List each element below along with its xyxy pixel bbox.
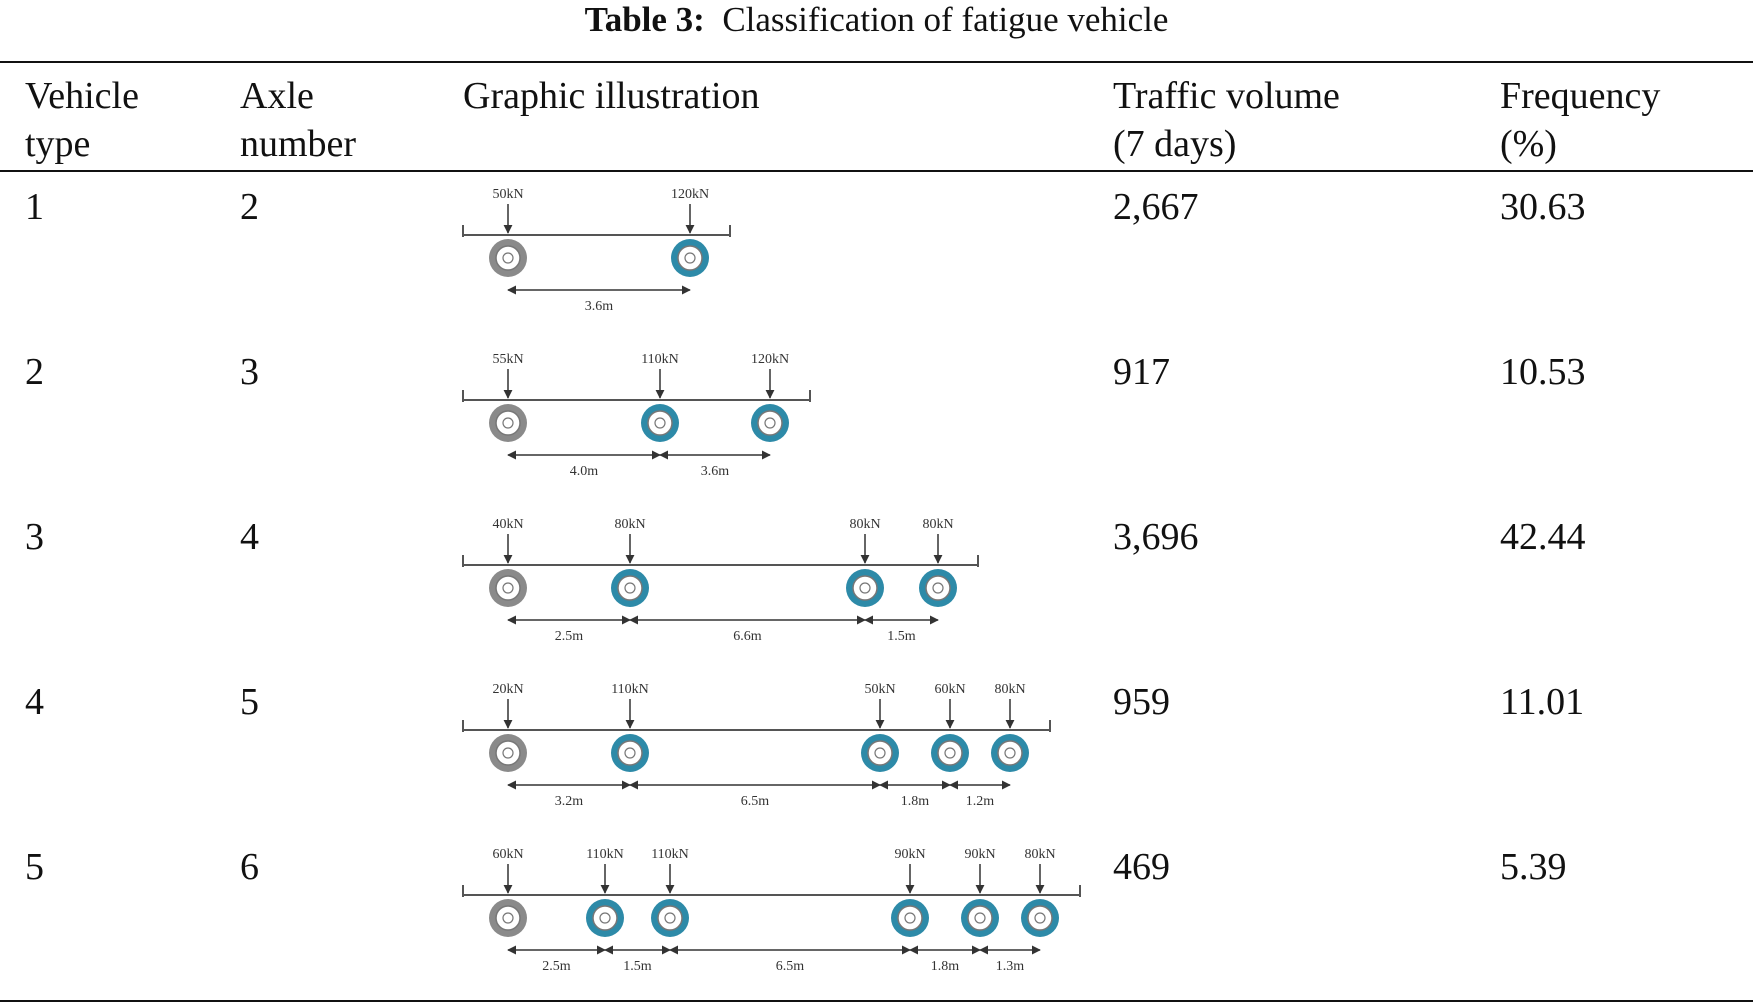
header-vehicle-type-line1: Vehicle: [25, 75, 139, 117]
axle-spacing-label: 1.5m: [623, 959, 652, 974]
wheel-hub-icon: [496, 906, 520, 930]
header-frequency-line1: Frequency: [1500, 75, 1661, 117]
wheel-hub-icon: [593, 906, 617, 930]
row-2-vehicle-type: 2: [25, 351, 44, 393]
axle-load-label: 55kN: [492, 352, 524, 367]
table-bottom-rule: [0, 1000, 1753, 1002]
row-2-axle-number: 3: [240, 351, 259, 393]
caption-label: Table 3:: [584, 0, 705, 39]
axle-spacing-label: 3.2m: [554, 794, 584, 809]
wheel-hub-icon: [678, 246, 702, 270]
wheel-hub-icon: [496, 576, 520, 600]
axle-spacing-label: 4.0m: [569, 464, 599, 479]
axle-load-label: 90kN: [894, 847, 926, 862]
header-vehicle-type: [25, 72, 139, 168]
row-4-vehicle-type: 4: [25, 681, 44, 723]
axle-load-label: 50kN: [864, 682, 896, 697]
axle-spacing-label: 6.5m: [775, 959, 805, 974]
header-traffic-volume: [1113, 72, 1340, 168]
row-1-traffic-volume: 2,667: [1113, 186, 1199, 228]
wheel-hub-icon: [618, 741, 642, 765]
axle-spacing-label: 3.6m: [700, 464, 730, 479]
axle-spacing-label: 6.5m: [740, 794, 770, 809]
row-1-axle-number: 2: [240, 186, 259, 228]
wheel-hub-icon: [658, 906, 682, 930]
axle-load-label: 120kN: [750, 352, 790, 367]
axle-load-label: 80kN: [614, 517, 646, 532]
row-3-axle-number: 4: [240, 516, 259, 558]
wheel-hub-icon: [926, 576, 950, 600]
header-axle-number-line2: number: [240, 123, 357, 165]
caption-text: Classification of fatigue vehicle: [722, 0, 1169, 39]
table-top-rule: [0, 61, 1753, 63]
row-3-vehicle-type: 3: [25, 516, 44, 558]
row-5-traffic-volume: 469: [1113, 846, 1170, 888]
axle-spacing-label: 3.6m: [584, 299, 614, 314]
wheel-hub-icon: [648, 411, 672, 435]
row-4-axle-number: 5: [240, 681, 259, 723]
header-traffic-volume-line1: Traffic volume: [1113, 75, 1340, 117]
wheel-hub-icon: [496, 411, 520, 435]
wheel-hub-icon: [968, 906, 992, 930]
axle-load-label: 40kN: [492, 517, 524, 532]
wheel-hub-icon: [496, 246, 520, 270]
wheel-hub-icon: [1028, 906, 1052, 930]
row-4-traffic-volume: 959: [1113, 681, 1170, 723]
header-traffic-volume-line2: (7 days): [1113, 123, 1237, 165]
axle-load-label: 110kN: [641, 352, 679, 367]
axle-load-label: 120kN: [670, 187, 710, 202]
axle-load-label: 80kN: [849, 517, 881, 532]
axle-load-label: 110kN: [611, 682, 649, 697]
header-frequency: [1500, 72, 1660, 168]
row-5-axle-number: 6: [240, 846, 259, 888]
wheel-hub-icon: [938, 741, 962, 765]
header-graphic: [463, 72, 760, 120]
axle-spacing-label: 2.5m: [542, 959, 571, 974]
axle-spacing-label: 1.2m: [965, 794, 995, 809]
wheel-hub-icon: [618, 576, 642, 600]
axle-load-label: 110kN: [586, 847, 624, 862]
axle-load-label: 80kN: [994, 682, 1026, 697]
wheel-hub-icon: [868, 741, 892, 765]
header-graphic-line1: Graphic illustration: [463, 75, 760, 117]
header-axle-number-line1: Axle: [240, 75, 314, 117]
axle-load-label: 80kN: [1024, 847, 1056, 862]
row-1-frequency: 30.63: [1500, 186, 1586, 228]
header-axle-number: [240, 72, 356, 168]
axle-spacing-label: 1.3m: [995, 959, 1025, 974]
row-4-axle-diagram: [455, 682, 1095, 835]
axle-spacing-label: 6.6m: [733, 629, 762, 644]
axle-load-label: 90kN: [964, 847, 996, 862]
wheel-hub-icon: [853, 576, 877, 600]
row-3-frequency: 42.44: [1500, 516, 1586, 558]
axle-spacing-label: 1.5m: [887, 629, 916, 644]
wheel-hub-icon: [496, 741, 520, 765]
table-caption: [0, 0, 1753, 40]
axle-load-label: 60kN: [934, 682, 966, 697]
row-1-vehicle-type: 1: [25, 186, 44, 228]
header-vehicle-type-line2: type: [25, 123, 91, 165]
row-2-axle-diagram: [455, 352, 1095, 505]
axle-spacing-label: 1.8m: [930, 959, 960, 974]
row-5-axle-diagram: [455, 847, 1095, 1000]
axle-spacing-label: 1.8m: [900, 794, 930, 809]
row-2-frequency: 10.53: [1500, 351, 1586, 393]
axle-load-label: 60kN: [492, 847, 524, 862]
wheel-hub-icon: [758, 411, 782, 435]
header-bottom-rule: [0, 170, 1753, 172]
header-frequency-line2: (%): [1500, 123, 1557, 165]
row-1-axle-diagram: [455, 187, 1095, 340]
axle-load-label: 80kN: [922, 517, 954, 532]
axle-spacing-label: 2.5m: [554, 629, 584, 644]
row-5-frequency: 5.39: [1500, 846, 1567, 888]
axle-load-label: 110kN: [651, 847, 689, 862]
row-3-traffic-volume: 3,696: [1113, 516, 1199, 558]
row-2-traffic-volume: 917: [1113, 351, 1170, 393]
wheel-hub-icon: [898, 906, 922, 930]
row-3-axle-diagram: [455, 517, 1095, 670]
row-4-frequency: 11.01: [1500, 681, 1585, 723]
row-5-vehicle-type: 5: [25, 846, 44, 888]
axle-load-label: 20kN: [492, 682, 524, 697]
axle-load-label: 50kN: [492, 187, 524, 202]
wheel-hub-icon: [998, 741, 1022, 765]
